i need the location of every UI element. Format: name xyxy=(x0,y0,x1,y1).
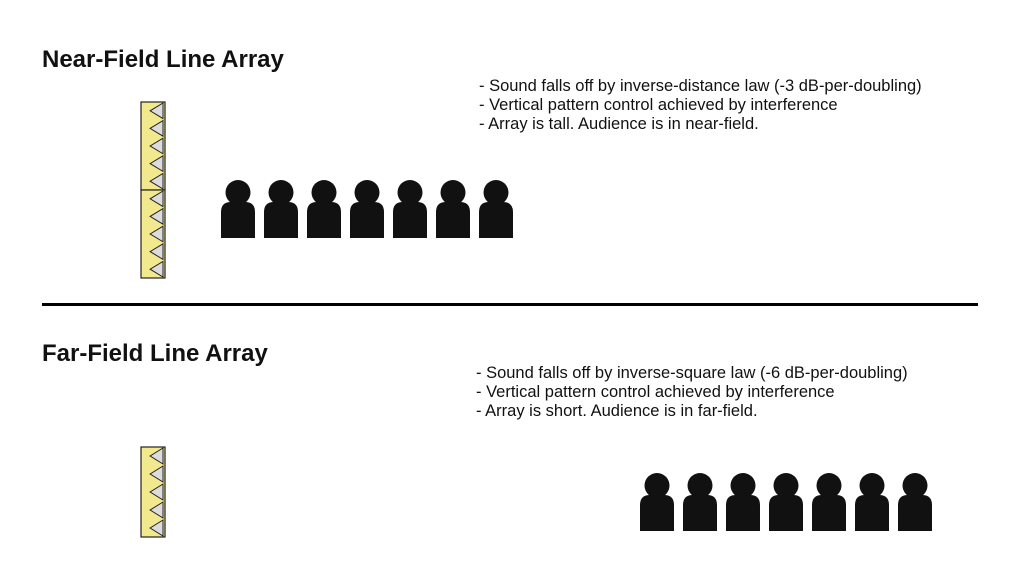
person-icon xyxy=(307,180,341,238)
person-icon xyxy=(479,180,513,238)
line-array-cabinet-icon xyxy=(141,102,165,190)
near-field-note: - Array is tall. Audience is in near-field. xyxy=(479,115,759,133)
far-field-note: - Array is short. Audience is in far-field. xyxy=(476,402,758,420)
far-field-title: Far-Field Line Array xyxy=(42,340,268,367)
person-icon xyxy=(898,473,932,531)
person-icon xyxy=(683,473,717,531)
person-icon xyxy=(812,473,846,531)
line-array-cabinet-icon xyxy=(141,447,165,537)
person-icon xyxy=(221,180,255,238)
person-icon xyxy=(436,180,470,238)
far-field-note: - Vertical pattern control achieved by interference xyxy=(476,383,835,401)
near-field-note: - Sound falls off by inverse-distance law (-3 dB-per-doubling) xyxy=(479,77,922,95)
person-icon xyxy=(264,180,298,238)
person-icon xyxy=(855,473,889,531)
person-icon xyxy=(350,180,384,238)
person-icon xyxy=(769,473,803,531)
near-field-note: - Vertical pattern control achieved by interference xyxy=(479,96,838,114)
line-array-cabinet-icon xyxy=(141,190,165,278)
near-field-title: Near-Field Line Array xyxy=(42,46,284,73)
person-icon xyxy=(640,473,674,531)
far-field-note: - Sound falls off by inverse-square law (-6 dB-per-doubling) xyxy=(476,364,908,382)
person-icon xyxy=(393,180,427,238)
person-icon xyxy=(726,473,760,531)
